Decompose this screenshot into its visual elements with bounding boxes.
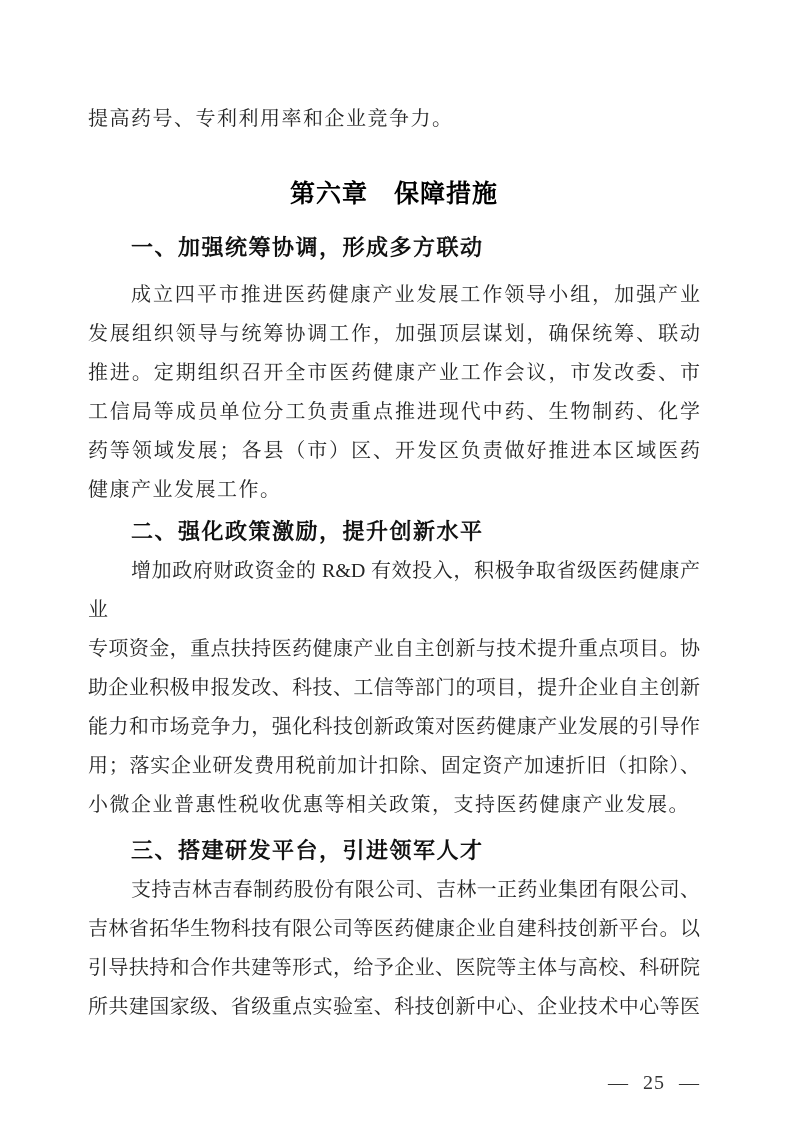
body-line: 用；落实企业研发费用税前加计扣除、固定资产加速折旧（扣除）、: [88, 755, 700, 777]
body-line: 药等领域发展；各县（市）区、开发区负责做好推进本区域医药: [88, 440, 700, 462]
body-line: 能力和市场竞争力，强化科技创新政策对医药健康产业发展的引导作: [88, 716, 700, 738]
body-line: 引导扶持和合作共建等形式，给予企业、医院等主体与高校、科研院: [88, 957, 700, 979]
body-line: 推进。定期组织召开全市医药健康产业工作会议，市发改委、市: [88, 362, 700, 384]
continuation-paragraph-line: 提高药号、专利利用率和企业竞争力。: [88, 108, 454, 130]
body-line: 发展组织领导与统筹协调工作，加强顶层谋划，确保统筹、联动: [88, 323, 700, 345]
chapter-title: 第六章 保障措施: [289, 181, 498, 208]
paragraph-3: [88, 871, 700, 1027]
section-heading-1: 一、加强统筹协调，形成多方联动: [131, 235, 484, 260]
body-line: 支持吉林吉春制药股份有限公司、吉林一正药业集团有限公司、: [131, 879, 700, 901]
paragraph-2: [88, 552, 700, 825]
body-line: 吉林省拓华生物科技有限公司等医药健康企业自建科技创新平台。以: [88, 918, 700, 940]
body-line: 成立四平市推进医药健康产业发展工作领导小组，加强产业: [131, 284, 700, 306]
body-line: 工信局等成员单位分工负责重点推进现代中药、生物制药、化学: [88, 401, 700, 423]
body-line: 所共建国家级、省级重点实验室、科技创新中心、企业技术中心等医: [88, 996, 700, 1018]
section-heading-3: 三、搭建研发平台，引进领军人才: [131, 838, 484, 863]
page-content: [88, 0, 700, 1097]
body-line: 增加政府财政资金的 R&D 有效投入，积极争取省级医药健康产业: [88, 560, 700, 621]
body-line: 健康产业发展工作。: [88, 479, 282, 501]
page-footer: [88, 1069, 700, 1097]
body-line: 专项资金，重点扶持医药健康产业自主创新与技术提升重点项目。协: [88, 638, 700, 660]
section-heading-2: 二、强化政策激励，提升创新水平: [131, 519, 484, 544]
paragraph-1: [88, 276, 700, 510]
body-line: 助企业积极申报发改、科技、工信等部门的项目，提升企业自主创新: [88, 677, 700, 699]
body-line: 小微企业普惠性税收优惠等相关政策，支持医药健康产业发展。: [88, 794, 690, 816]
page-number: — 25 —: [608, 1072, 700, 1094]
